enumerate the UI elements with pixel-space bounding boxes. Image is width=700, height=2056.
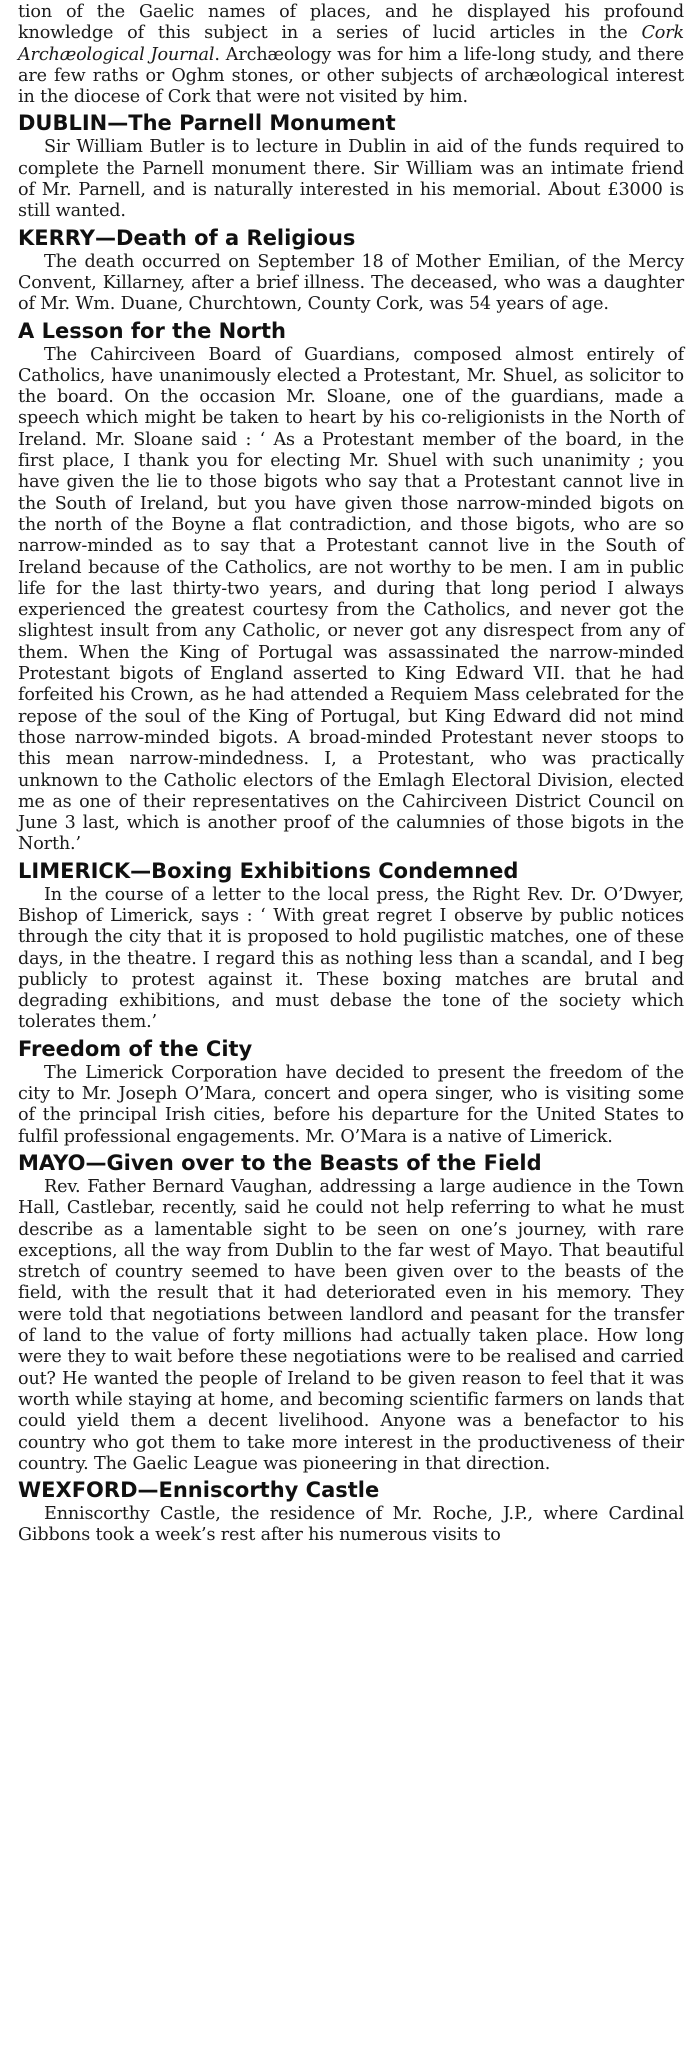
journal-title: Cork Archæological Journal [18,23,684,65]
heading-dublin: DUBLIN—The Parnell Monument [18,111,396,136]
heading-limerick: LIMERICK—Boxing Exhibitions Condemned [18,858,519,883]
article-continuation [18,2,684,108]
heading-mayo: MAYO—Given over to the Beasts of the Field [18,1150,542,1175]
continuation-text-start: tion of the Gaelic names of places, and he displayed his profound knowledge of this subject in a series of lucid articles in the [18,2,684,44]
body-dublin: Sir William Butler is to lecture in Dublin in aid of the funds required to complete the Parnell monument there. Sir William was an intimate friend of Mr. Parnell, and is naturally interested in his memorial. About £3000 is still wanted. [18,137,684,222]
body-limerick: In the course of a letter to the local press, the Right Rev. Dr. O’Dwyer, Bishop of Limerick, says : ‘ With great regret I observe by public notices through the city that it is proposed to hold pugilistic matches, one of these days, in the theatre. I regard this as nothing less than a scandal, and I beg publicly to protest against it. These boxing matches are brutal and degrading exhibitions, and must debase the tone of the society which tolerates them.’ [18,884,684,1033]
body-kerry: The death occurred on September 18 of Mother Emilian, of the Mercy Convent, Killarney, after a brief illness. The deceased, who was a daughter of Mr. Wm. Duane, Churchtown, County Cork, was 54 years of age. [18,251,684,315]
heading-wexford: WEXFORD—Enniscorthy Castle [18,1478,380,1503]
body-lesson-north: The Cahirciveen Board of Guardians, composed almost entirely of Catholics, have unanimously elected a Protestant, Mr. Shuel, as solicitor to the board. On the occasion Mr. Sloane, one of the guardians, made a speech which might be taken to heart by his co-religionists in the North of Ireland. Mr. Sloane said : ‘ As a Protestant member of the board, in the first place, I thank you for electing Mr. Shuel with such unanimity ; you have given the lie to those bigots who say that a Protestant cannot live in the South of Ireland, but you have given those narrow-minded bigots on the north of the Boyne a flat contradiction, and those bigots, who are so narrow-minded as to say that a Protestant cannot live in the South of Ireland because of the Catholics, are not worthy to be men. I am in public life for the last thirty-two years, and during that long period I always experienced the greatest courtesy from the Catholics, and never got the slightest insult from any Catholic, or never got any disrespect from any of them. When the King of Portugal was assassinated the narrow-minded Protestant bigots of England asserted to King Edward VII. that he had forfeited his Crown, as he had attended a Requiem Mass celebrated for the repose of the soul of the King of Portugal, but King Edward did not mind those narrow-minded bigots. A broad-minded Protestant never stoops to this mean narrow-mindedness. I, a Protestant, who was practically unknown to the Catholic electors of the Emlagh Electoral Division, elected me as one of their representatives on the Cahirciveen District Council on June 3 last, which is another proof of the calumnies of those bigots in the North.’ [18,344,684,855]
heading-kerry: KERRY—Death of a Religious [18,225,356,250]
body-mayo: Rev. Father Bernard Vaughan, addressing a large audience in the Town Hall, Castlebar, recently, said he could not help referring to what he must describe as a lamentable sight to be seen on one’s journey, with rare exceptions, all the way from Dublin to the far west of Mayo. That beautiful stretch of country seemed to have been given over to the beasts of the field, with the result that it had deteriorated even in his memory. They were told that negotiations between landlord and peasant for the transfer of land to the value of forty millions had actually taken place. How long were they to wait before these negotiations were to be realised and carried out? He wanted the people of Ireland to be given reason to feel that it was worth while staying at home, and becoming scientific farmers on lands that could yield them a decent livelihood. Anyone was a benefactor to his country who got them to take more interest in the productiveness of their country. The Gaelic League was pioneering in that direction. [18,1176,684,1474]
continuation-text-end: . Archæology was for him a life-long study, and there are few raths or Oghm stones, or other subjects of archæological interest in the diocese of Cork that were not visited by him. [18,44,684,108]
heading-freedom-city: Freedom of the City [18,1036,253,1061]
body-freedom-city: The Limerick Corporation have decided to present the freedom of the city to Mr. Joseph O’Mara, concert and opera singer, who is visiting some of the principal Irish cities, before his departure for the United States to fulfil professional engagements. Mr. O’Mara is a native of Limerick. [18,1062,684,1147]
heading-lesson-north: A Lesson for the North [18,318,286,343]
body-wexford: Enniscorthy Castle, the residence of Mr. Roche, J.P., where Cardinal Gibbons took a week’s rest after his numerous visits to [18,1504,684,1546]
